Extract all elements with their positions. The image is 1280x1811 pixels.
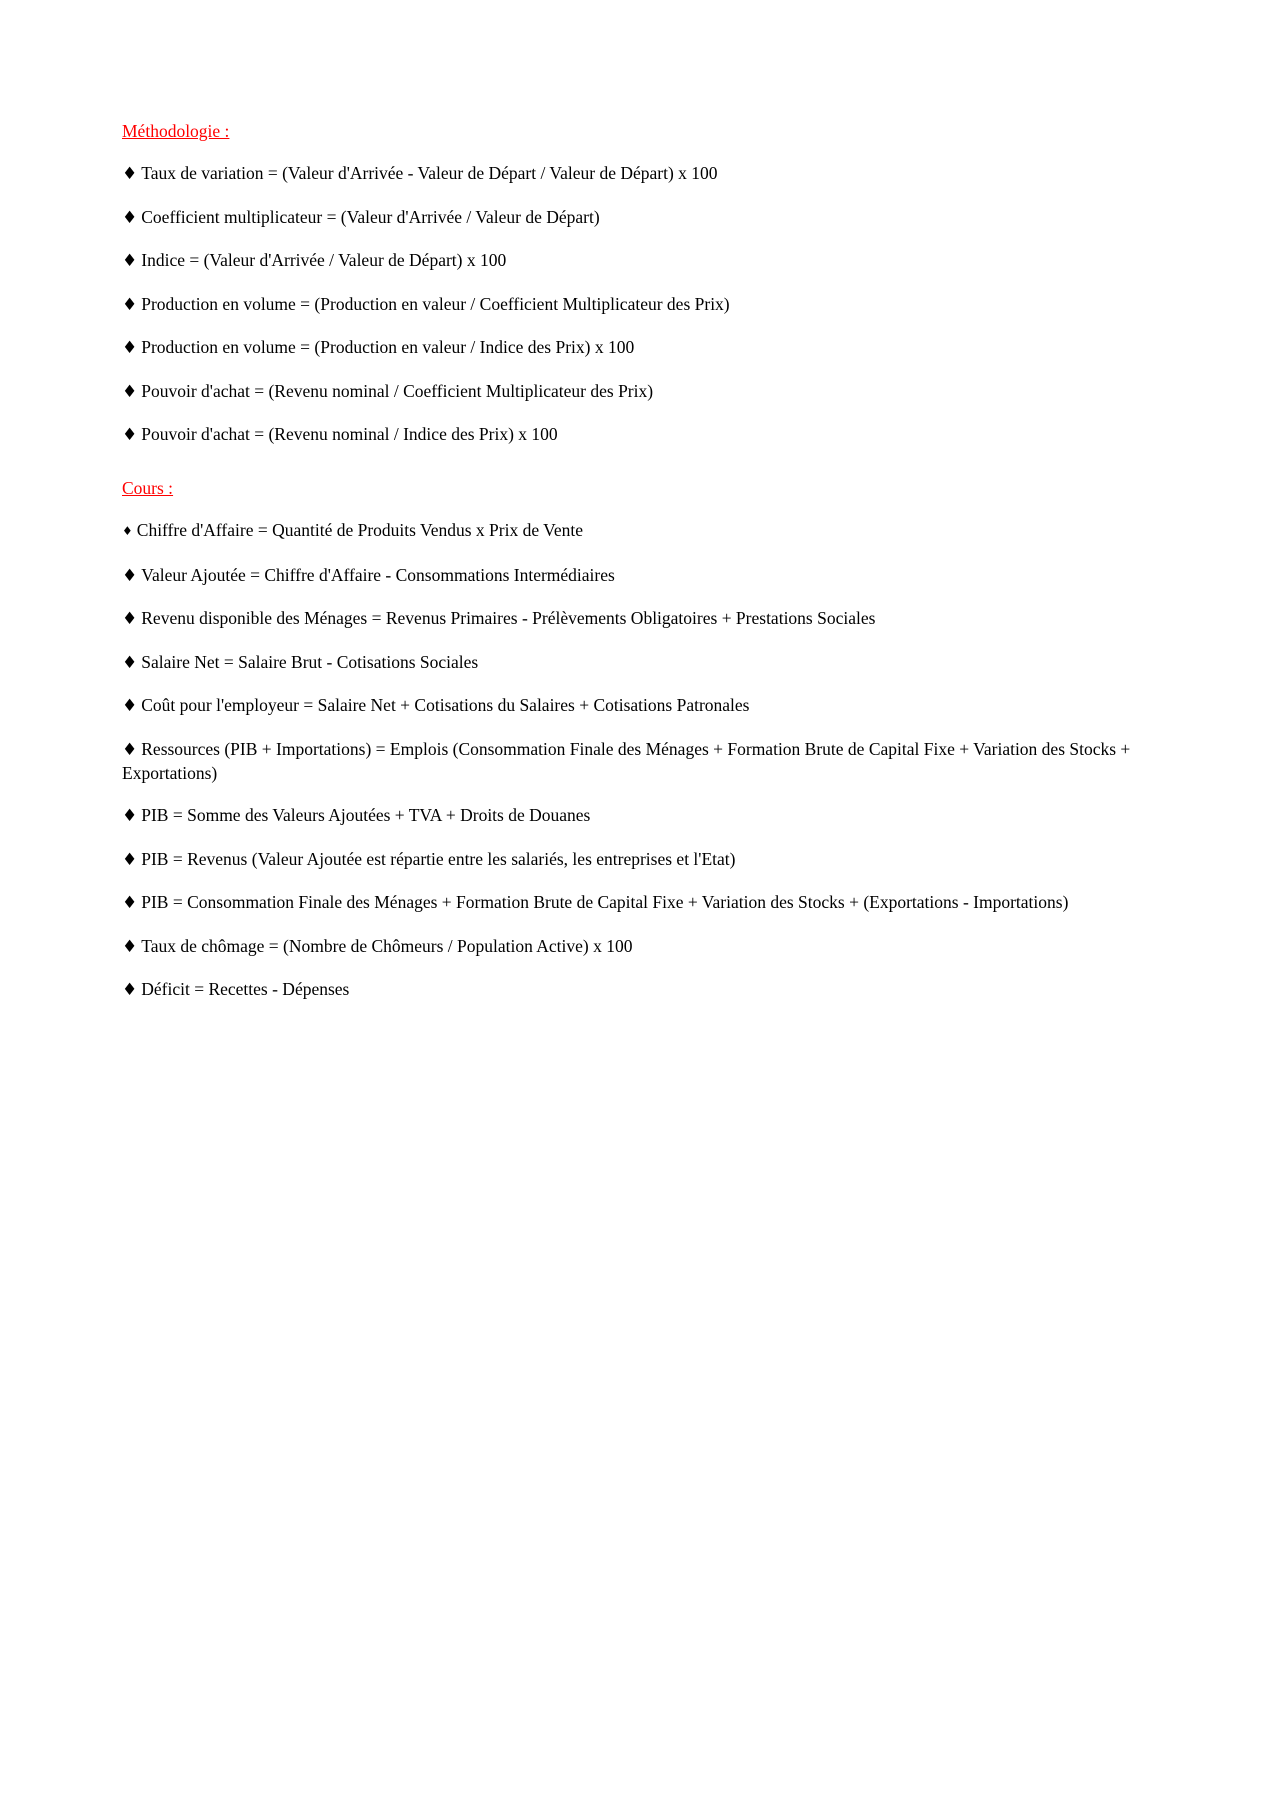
list-item: [122, 848, 1167, 872]
list-item: [122, 651, 1167, 675]
list-item: [122, 162, 1167, 186]
list-item-text: Production en volume = (Production en valeur / Coefficient Multiplicateur des Prix): [141, 293, 730, 314]
list-item-text: PIB = Somme des Valeurs Ajoutées + TVA + Droits de Douanes: [141, 805, 591, 825]
list-item-text: Indice = (Valeur d'Arrivée / Valeur de Départ) x 100: [141, 250, 507, 270]
list-item-text: Production en volume = (Production en valeur / Indice des Prix) x 100: [141, 337, 635, 357]
diamond-bullet-icon: ♦: [122, 381, 138, 402]
diamond-bullet-icon: ♦: [122, 164, 138, 184]
list-item: [122, 891, 1167, 915]
list-item: [122, 804, 1167, 828]
section-heading-methodologie: Méthodologie :: [122, 121, 230, 141]
diamond-bullet-icon: ♦: [122, 425, 138, 445]
list-item: [122, 935, 1167, 959]
list-item-text: Valeur Ajoutée = Chiffre d'Affaire - Consommations Intermédiaires: [141, 564, 615, 585]
list-item: [122, 519, 1167, 544]
diamond-bullet-icon: ♦: [122, 652, 138, 673]
list-item: [122, 293, 1167, 317]
list-item: [122, 206, 1167, 230]
list-item-text: Déficit = Recettes - Dépenses: [141, 979, 350, 999]
list-item-text: Taux de variation = (Valeur d'Arrivée - Valeur de Départ / Valeur de Départ) x 100: [141, 163, 718, 183]
list-item: [122, 423, 1167, 447]
diamond-bullet-icon: ♦: [122, 294, 138, 315]
diamond-bullet-icon: ♦: [122, 936, 138, 957]
diamond-bullet-icon: ♦: [122, 739, 138, 760]
diamond-bullet-icon: ♦: [122, 980, 138, 1000]
list-item-text: Ressources (PIB + Importations) = Emplois (Consommation Finale des Ménages + Formation Brute de Capital Fixe + Variation des Stocks + Exportations): [122, 738, 1131, 783]
list-item: [122, 564, 1167, 588]
diamond-bullet-icon: ♦: [122, 696, 138, 716]
diamond-bullet-icon: ♦: [122, 565, 138, 586]
diamond-bullet-icon: ♦: [122, 251, 138, 271]
list-item: [122, 336, 1167, 360]
list-item-text: Chiffre d'Affaire = Quantité de Produits Vendus x Prix de Vente: [136, 520, 584, 540]
list-item: [122, 607, 1167, 631]
list-item-text: PIB = Consommation Finale des Ménages + Formation Brute de Capital Fixe + Variation des Stocks + (Exportations - Importations): [141, 892, 1069, 912]
diamond-bullet-icon: ♦: [122, 849, 138, 870]
list-item: [122, 978, 1167, 1002]
diamond-bullet-icon: ♦: [122, 893, 138, 913]
diamond-bullet-icon: ♦: [122, 524, 133, 538]
list-item-text: PIB = Revenus (Valeur Ajoutée est répartie entre les salariés, les entreprises et l'Etat): [141, 848, 736, 869]
list-item: [122, 380, 1167, 404]
diamond-bullet-icon: ♦: [122, 207, 138, 228]
list-item-text: Taux de chômage = (Nombre de Chômeurs / Population Active) x 100: [141, 935, 633, 956]
list-item: [122, 738, 1167, 785]
diamond-bullet-icon: ♦: [122, 806, 138, 826]
diamond-bullet-icon: ♦: [122, 338, 138, 358]
document-content: [122, 120, 1167, 1022]
section-heading-cours: Cours :: [122, 478, 174, 498]
diamond-bullet-icon: ♦: [122, 609, 138, 629]
list-item-text: Revenu disponible des Ménages = Revenus Primaires - Prélèvements Obligatoires + Prestations Sociales: [141, 608, 876, 628]
list-item-text: Salaire Net = Salaire Brut - Cotisations Sociales: [141, 651, 479, 672]
list-item-text: Pouvoir d'achat = (Revenu nominal / Coefficient Multiplicateur des Prix): [141, 380, 654, 401]
list-item: [122, 694, 1167, 718]
list-item-text: Coût pour l'employeur = Salaire Net + Cotisations du Salaires + Cotisations Patronales: [141, 695, 750, 715]
list-item-text: Pouvoir d'achat = (Revenu nominal / Indice des Prix) x 100: [141, 424, 558, 444]
list-item-text: Coefficient multiplicateur = (Valeur d'Arrivée / Valeur de Départ): [141, 206, 600, 227]
list-item: [122, 249, 1167, 273]
